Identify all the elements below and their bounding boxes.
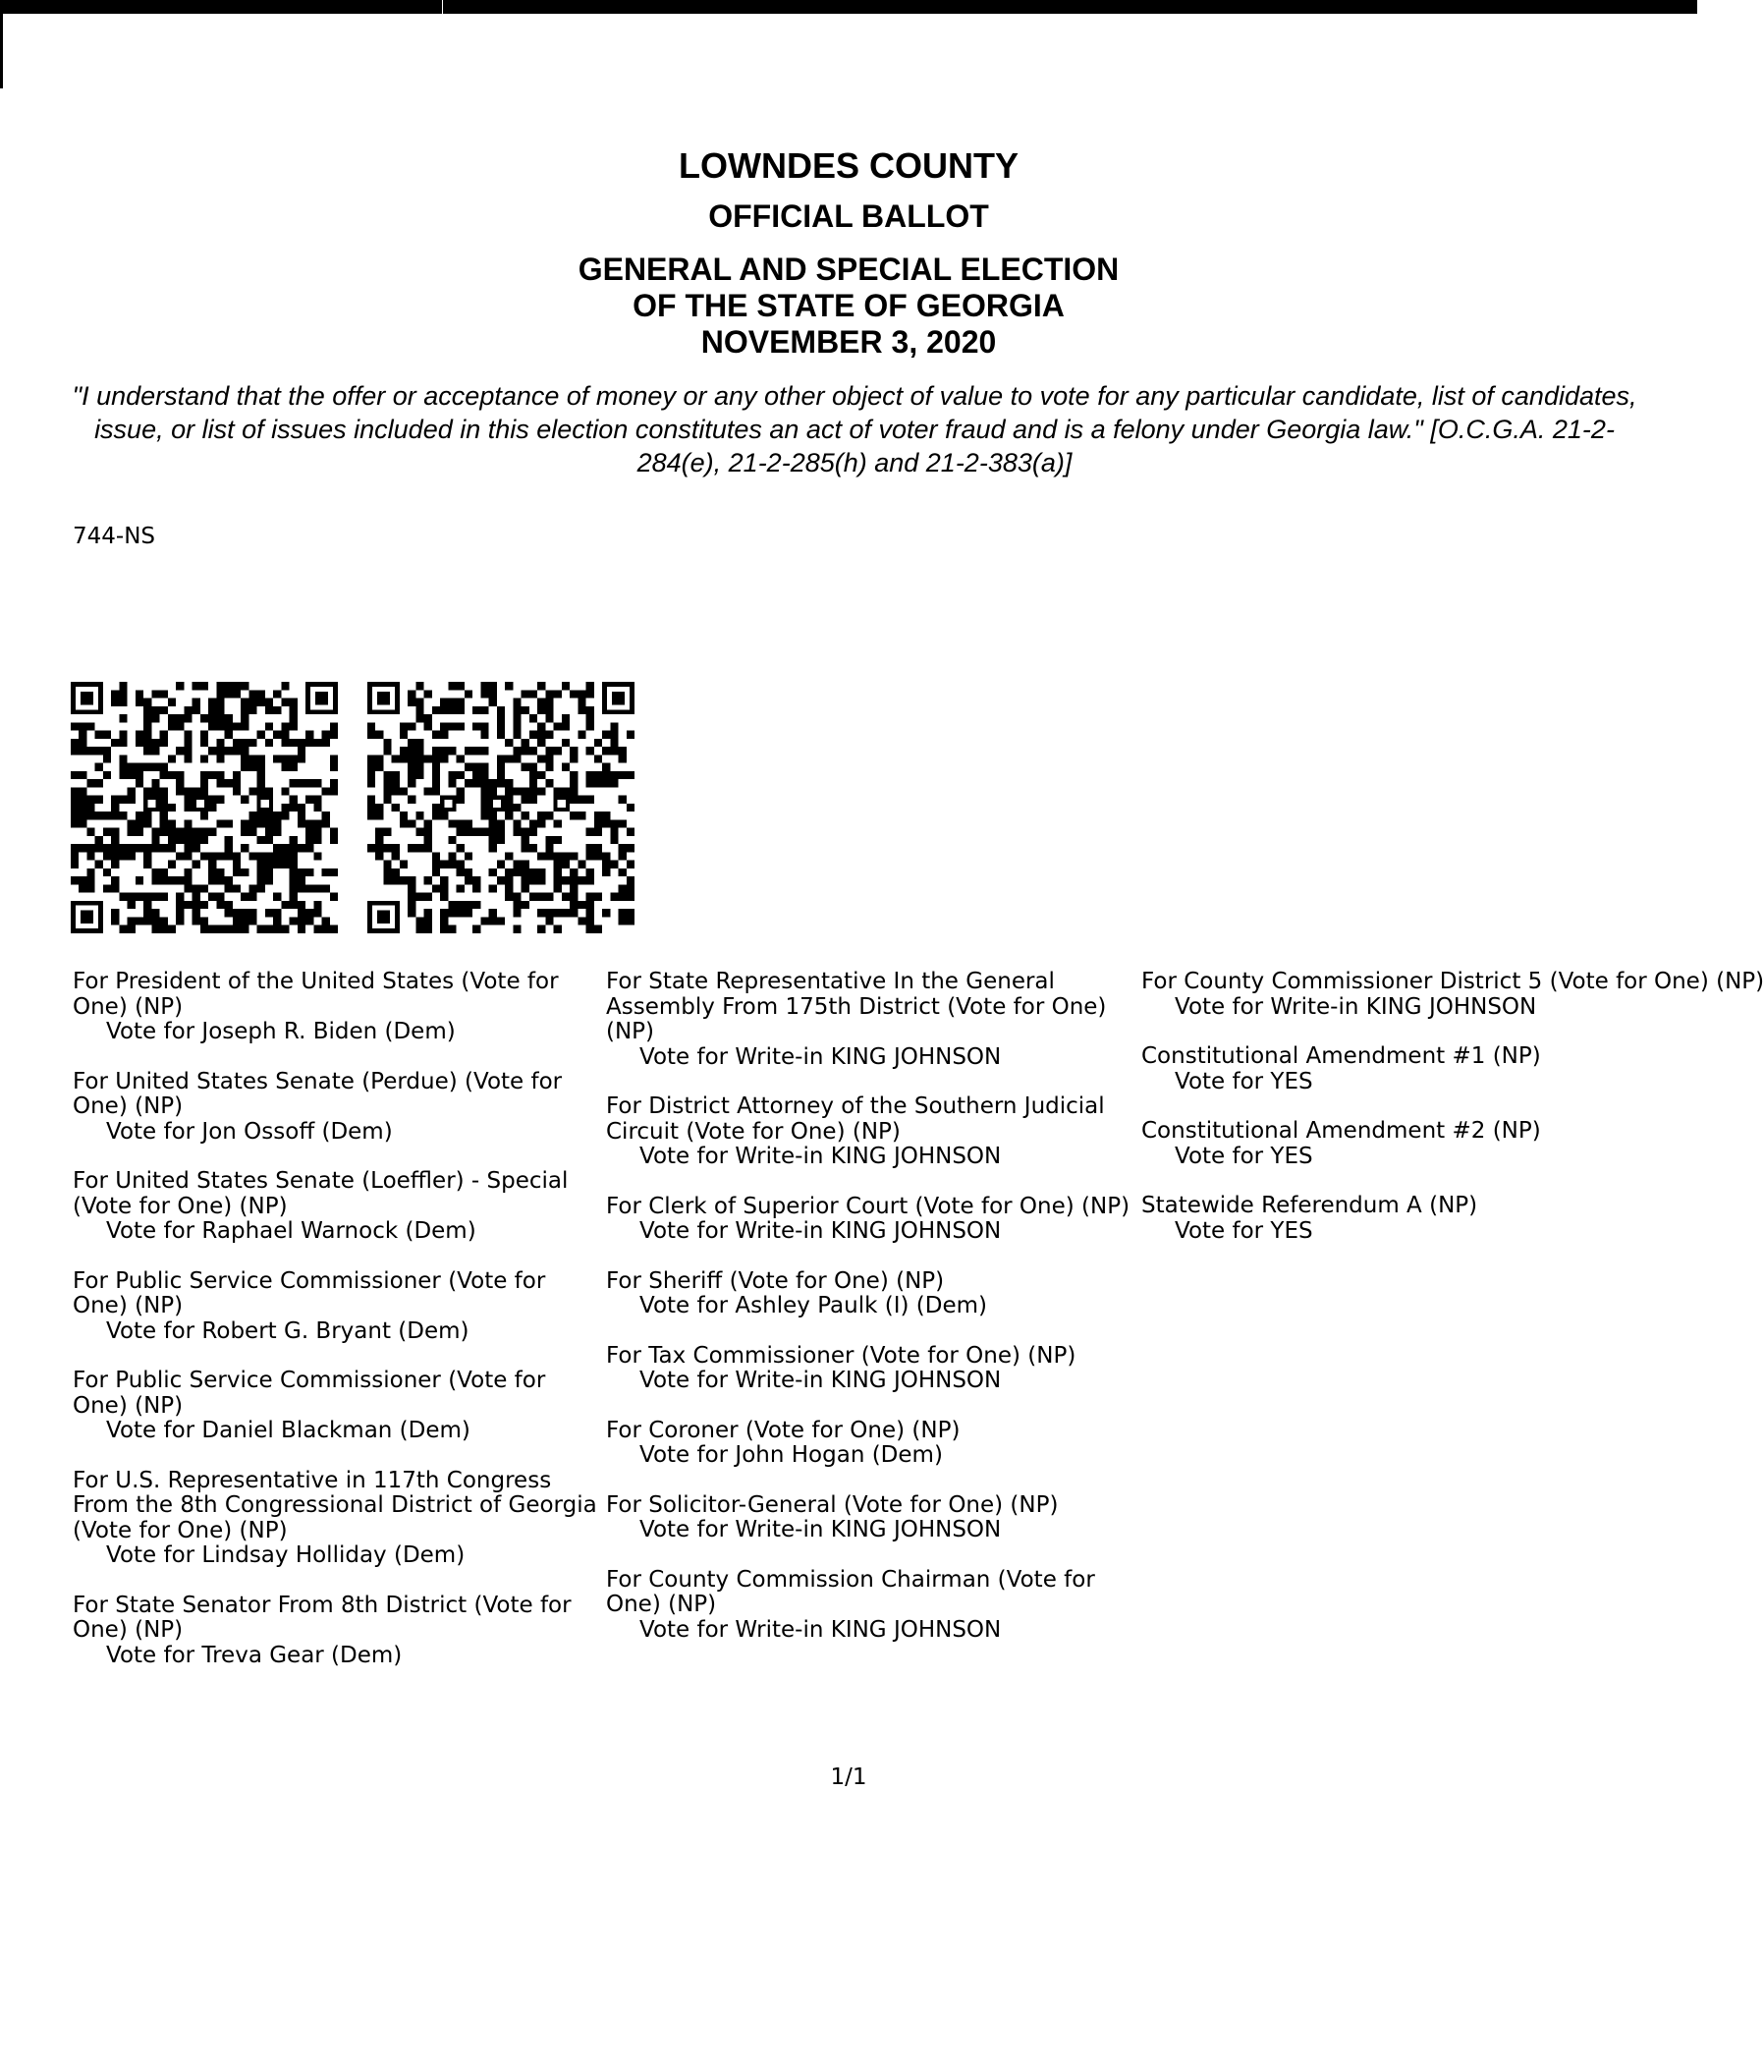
contest-entry: [73, 1369, 603, 1444]
qr-code-1: [71, 682, 338, 933]
contest-selection: Vote for Write-in KING JOHNSON: [639, 1218, 1002, 1244]
contest-selection: Vote for Write-in KING JOHNSON: [639, 1616, 1002, 1643]
contest-title: For Solicitor-General (Vote for One) (NP): [606, 1491, 1059, 1518]
contest-title: For Clerk of Superior Court (Vote for One) (NP): [606, 1193, 1130, 1219]
contest-entry: [73, 1169, 603, 1245]
contest-title: For County Commissioner District 5 (Vote for One) (NP): [1141, 969, 1764, 994]
election-title-line1: GENERAL AND SPECIAL ELECTION: [578, 252, 1120, 287]
contest-entry: [73, 970, 603, 1045]
contest-title: For Coroner (Vote for One) (NP): [606, 1417, 961, 1443]
qr-code-2: [367, 682, 634, 933]
contest-title: For Sheriff (Vote for One) (NP): [606, 1267, 945, 1294]
contest-selection: Vote for Write-in KING JOHNSON: [1175, 993, 1537, 1020]
contest-title: For District Attorney of the Southern Judicial Circuit (Vote for One) (NP): [606, 1093, 1105, 1145]
scan-left-edge: [0, 14, 3, 88]
contest-selection: Vote for Robert G. Bryant (Dem): [106, 1317, 469, 1344]
contest-entry: [606, 1269, 1141, 1319]
contest-title: Constitutional Amendment #2 (NP): [1141, 1118, 1541, 1144]
election-title-line2: OF THE STATE OF GEORGIA: [633, 288, 1065, 323]
contest-entry: [606, 1493, 1141, 1543]
contest-selection: Vote for Write-in KING JOHNSON: [639, 1043, 1002, 1070]
ballot-column-2: [606, 970, 1141, 1667]
voter-fraud-oath: "I understand that the offer or acceptance of money or any other object of value to vote for any particular candidate, list of candidates, issue, or list of issues included in this election constitutes an act of voter fraud and is a felony under Georgia law." [O.C.G.A. 21-2-284(e), 21-2-285(h) and 21-2-383(a)]: [72, 381, 1637, 477]
ballot-type: OFFICIAL BALLOT: [708, 198, 989, 234]
county-name: LOWNDES COUNTY: [679, 145, 1019, 186]
election-date: NOVEMBER 3, 2020: [700, 324, 997, 360]
contest-entry: [606, 1419, 1141, 1469]
contest-selection: Vote for Joseph R. Biden (Dem): [106, 1019, 456, 1044]
contest-selection: Vote for YES: [1175, 1068, 1313, 1094]
contest-selection: Vote for Raphael Warnock (Dem): [106, 1218, 476, 1244]
page-number: 1/1: [830, 1764, 867, 1790]
contest-title: For President of the United States (Vote for One) (NP): [73, 969, 559, 1020]
contest-entry: [606, 1195, 1141, 1245]
contest-selection: Vote for YES: [1175, 1143, 1313, 1169]
contest-selection: Vote for Daniel Blackman (Dem): [106, 1418, 470, 1443]
ballot-style-code: 744-NS: [73, 524, 156, 549]
contest-title: For County Commission Chairman (Vote for One) (NP): [606, 1566, 1095, 1617]
ballot-column-3: [1141, 969, 1764, 1268]
contest-entry: [606, 1568, 1141, 1644]
contest-title: For Tax Commissioner (Vote for One) (NP): [606, 1342, 1076, 1369]
contest-entry: [1141, 1194, 1691, 1244]
contest-title: For United States Senate (Perdue) (Vote for One) (NP): [73, 1068, 563, 1119]
contest-selection: Vote for Write-in KING JOHNSON: [639, 1144, 1002, 1169]
contest-selection: Vote for Lindsay Holliday (Dem): [106, 1542, 466, 1568]
contest-entry: [606, 1344, 1141, 1394]
contest-title: For U.S. Representative in 117th Congress From the 8th Congressional District of Georgia (Vote for One) (NP): [73, 1467, 597, 1543]
contest-selection: Vote for Write-in KING JOHNSON: [639, 1368, 1002, 1393]
contest-entry: [73, 1269, 603, 1345]
contest-selection: Vote for John Hogan (Dem): [639, 1442, 943, 1468]
scan-top-border: [0, 0, 1697, 14]
contest-selection: Vote for Write-in KING JOHNSON: [639, 1517, 1002, 1542]
contest-title: For Public Service Commissioner (Vote for One) (NP): [73, 1267, 546, 1318]
contest-entry: [606, 970, 1141, 1070]
contest-entry: [73, 1594, 603, 1669]
contest-selection: Vote for YES: [1175, 1217, 1313, 1244]
contest-entry: [1141, 1119, 1691, 1169]
scan-border-notch: [442, 0, 443, 14]
contest-title: For State Senator From 8th District (Vote for One) (NP): [73, 1592, 572, 1643]
contest-title: Statewide Referendum A (NP): [1141, 1193, 1478, 1218]
contest-entry: [73, 1469, 603, 1569]
contest-title: For Public Service Commissioner (Vote for One) (NP): [73, 1368, 546, 1419]
contest-selection: Vote for Treva Gear (Dem): [106, 1642, 403, 1668]
contest-title: For United States Senate (Loeffler) - Special (Vote for One) (NP): [73, 1168, 569, 1219]
contest-selection: Vote for Ashley Paulk (I) (Dem): [639, 1293, 987, 1318]
contest-entry: [606, 1094, 1141, 1170]
contest-title: For State Representative In the General Assembly From 175th District (Vote for One) (NP): [606, 969, 1107, 1044]
ballot-column-1: [73, 970, 603, 1693]
contest-selection: Vote for Jon Ossoff (Dem): [106, 1118, 393, 1145]
contest-entry: [73, 1070, 603, 1146]
contest-entry: [1141, 969, 1764, 1020]
contest-title: Constitutional Amendment #1 (NP): [1141, 1043, 1541, 1069]
contest-entry: [1141, 1044, 1691, 1094]
ballot-header: [0, 143, 1697, 361]
